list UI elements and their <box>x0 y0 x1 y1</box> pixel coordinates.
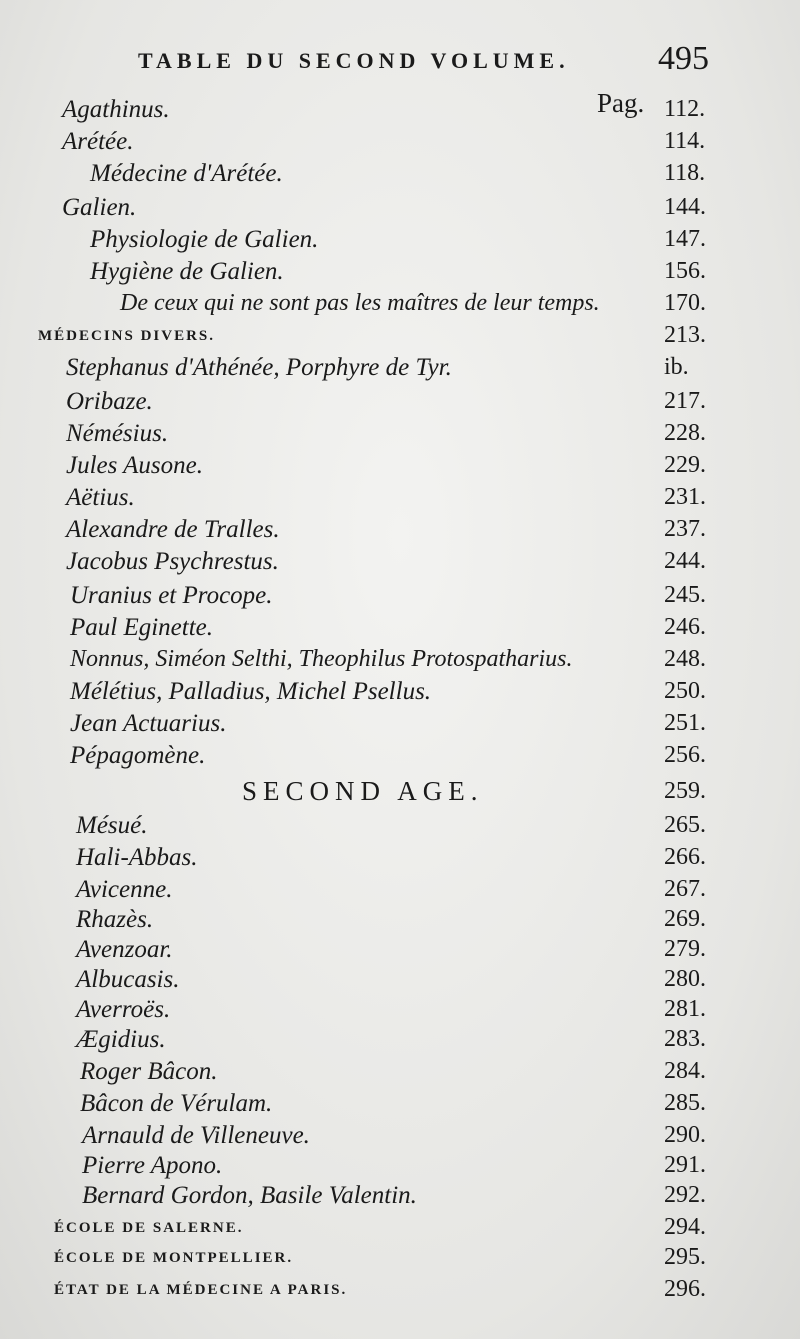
entry-page: 244. <box>664 548 706 574</box>
entry-page: 245. <box>664 582 706 608</box>
entry-page: 279. <box>664 936 706 962</box>
section-name: MÉDECINS DIVERS. <box>38 328 216 344</box>
entry-page: 251. <box>664 710 706 736</box>
toc-entry <box>0 742 800 772</box>
entry-name: Jules Ausone. <box>66 452 204 479</box>
entry-page: 217. <box>664 388 706 414</box>
toc-entry <box>0 96 800 126</box>
toc-entry <box>0 876 800 906</box>
entry-name: Albucasis. <box>76 966 180 993</box>
entry-page: 280. <box>664 966 706 992</box>
entry-name: Agathinus. <box>62 96 170 123</box>
section-name: ÉTAT DE LA MÉDECINE A PARIS. <box>54 1282 348 1298</box>
toc-entry <box>0 936 800 966</box>
entry-page: 285. <box>664 1090 706 1116</box>
entry-page: 281. <box>664 996 706 1022</box>
entry-name: Roger Bâcon. <box>80 1058 218 1085</box>
entry-page: 256. <box>664 742 706 768</box>
entry-page: 144. <box>664 194 706 220</box>
entry-name: Rhazès. <box>76 906 154 933</box>
toc-entry <box>0 258 800 288</box>
entry-page: 246. <box>664 614 706 640</box>
toc-entry <box>0 1058 800 1088</box>
section-name: ÉCOLE DE SALERNE. <box>54 1220 244 1236</box>
entry-name: Paul Eginette. <box>70 614 214 641</box>
entry-name: Uranius et Procope. <box>70 582 273 609</box>
toc-entry <box>0 812 800 842</box>
entry-name: Mélétius, Palladius, Michel Psellus. <box>70 678 432 705</box>
toc-entry <box>0 646 800 676</box>
toc-entry <box>0 194 800 224</box>
header-page-number: 495 <box>658 40 709 77</box>
toc-entry <box>0 452 800 482</box>
toc-entry <box>0 354 800 384</box>
entry-page: 283. <box>664 1026 706 1052</box>
entry-page: 250. <box>664 678 706 704</box>
entry-page: 229. <box>664 452 706 478</box>
entry-page: 147. <box>664 226 706 252</box>
entry-name: Avicenne. <box>76 876 173 903</box>
entry-name: Galien. <box>62 194 137 221</box>
toc-entry <box>0 160 800 190</box>
header-title: TABLE DU SECOND VOLUME. <box>138 48 570 73</box>
toc-entry <box>0 614 800 644</box>
entry-name: Némésius. <box>66 420 169 447</box>
entry-name: Jacobus Psychrestus. <box>66 548 279 575</box>
entry-page: 112. <box>664 96 706 122</box>
toc-entry <box>0 128 800 158</box>
toc-entry <box>0 1182 800 1212</box>
entry-name: Alexandre de Tralles. <box>66 516 280 543</box>
toc-entry <box>0 548 800 578</box>
toc-entry <box>0 1090 800 1120</box>
entry-page: 228. <box>664 420 706 446</box>
toc-entry <box>0 484 800 514</box>
toc-entry <box>0 966 800 996</box>
entry-page: 267. <box>664 876 706 902</box>
entry-page: 156. <box>664 258 706 284</box>
toc-entry <box>0 290 800 320</box>
entry-name: De ceux qui ne sont pas les maîtres de leur temps. <box>120 290 600 316</box>
entry-name: Nonnus, Siméon Selthi, Theophilus Protospatharius. <box>70 646 573 672</box>
entry-page: 266. <box>664 844 706 870</box>
entry-name: Averroës. <box>76 996 171 1023</box>
entry-name: Pépagomène. <box>70 742 206 769</box>
toc-entry <box>0 420 800 450</box>
entry-page: 114. <box>664 128 706 154</box>
section-name: ÉCOLE DE MONTPELLIER. <box>54 1250 294 1266</box>
entry-page: 294. <box>664 1214 706 1240</box>
entry-name: Aëtius. <box>66 484 135 511</box>
entry-name: Physiologie de Galien. <box>90 226 319 253</box>
toc-entry <box>0 844 800 874</box>
toc-entry <box>0 710 800 740</box>
entry-name: Oribaze. <box>66 388 153 415</box>
toc-entry <box>0 226 800 256</box>
toc-entry <box>0 996 800 1026</box>
entry-page: 118. <box>664 160 706 186</box>
entry-page: 237. <box>664 516 706 542</box>
toc-entry <box>0 516 800 546</box>
age-heading: SECOND AGE. <box>242 776 484 806</box>
entry-name: Arnauld de Villeneuve. <box>82 1122 310 1149</box>
toc-entry <box>0 1152 800 1182</box>
pag-label: Pag. <box>597 88 645 118</box>
toc-section <box>0 1244 800 1274</box>
entry-page: 213. <box>664 322 706 348</box>
entry-page: 248. <box>664 646 706 672</box>
entry-name: Médecine d'Arétée. <box>90 160 283 187</box>
entry-page: 296. <box>664 1276 706 1302</box>
toc-entry <box>0 906 800 936</box>
toc-section <box>0 1276 800 1306</box>
entry-page: 295. <box>664 1244 706 1270</box>
entry-name: Mésué. <box>76 812 148 839</box>
running-header <box>0 40 800 80</box>
entry-name: Bâcon de Vérulam. <box>80 1090 273 1117</box>
entry-page: 291. <box>664 1152 706 1178</box>
entry-name: Ægidius. <box>76 1026 166 1053</box>
entry-name: Hygiène de Galien. <box>90 258 284 285</box>
entry-page: 292. <box>664 1182 706 1208</box>
entry-page: 231. <box>664 484 706 510</box>
entry-name: Avenzoar. <box>76 936 173 963</box>
toc-entry <box>0 388 800 418</box>
entry-page: 269. <box>664 906 706 932</box>
entry-name: Hali-Abbas. <box>76 844 198 871</box>
entry-page: 170. <box>664 290 706 316</box>
entry-name: Arétée. <box>62 128 134 155</box>
toc-section <box>0 1214 800 1244</box>
toc-entry <box>0 1026 800 1056</box>
entry-page: 290. <box>664 1122 706 1148</box>
entry-name: Pierre Apono. <box>82 1152 223 1179</box>
toc-entry <box>0 1122 800 1152</box>
entry-name: Bernard Gordon, Basile Valentin. <box>82 1182 417 1209</box>
entry-name: Jean Actuarius. <box>70 710 227 737</box>
entry-page: ib. <box>664 354 689 380</box>
toc-entry <box>0 582 800 612</box>
toc-section <box>0 322 800 352</box>
toc-age-heading <box>0 778 800 808</box>
entry-page: 265. <box>664 812 706 838</box>
entry-name: Stephanus d'Athénée, Porphyre de Tyr. <box>66 354 452 381</box>
toc-entry <box>0 678 800 708</box>
entry-page: 259. <box>664 778 706 804</box>
entry-page: 284. <box>664 1058 706 1084</box>
